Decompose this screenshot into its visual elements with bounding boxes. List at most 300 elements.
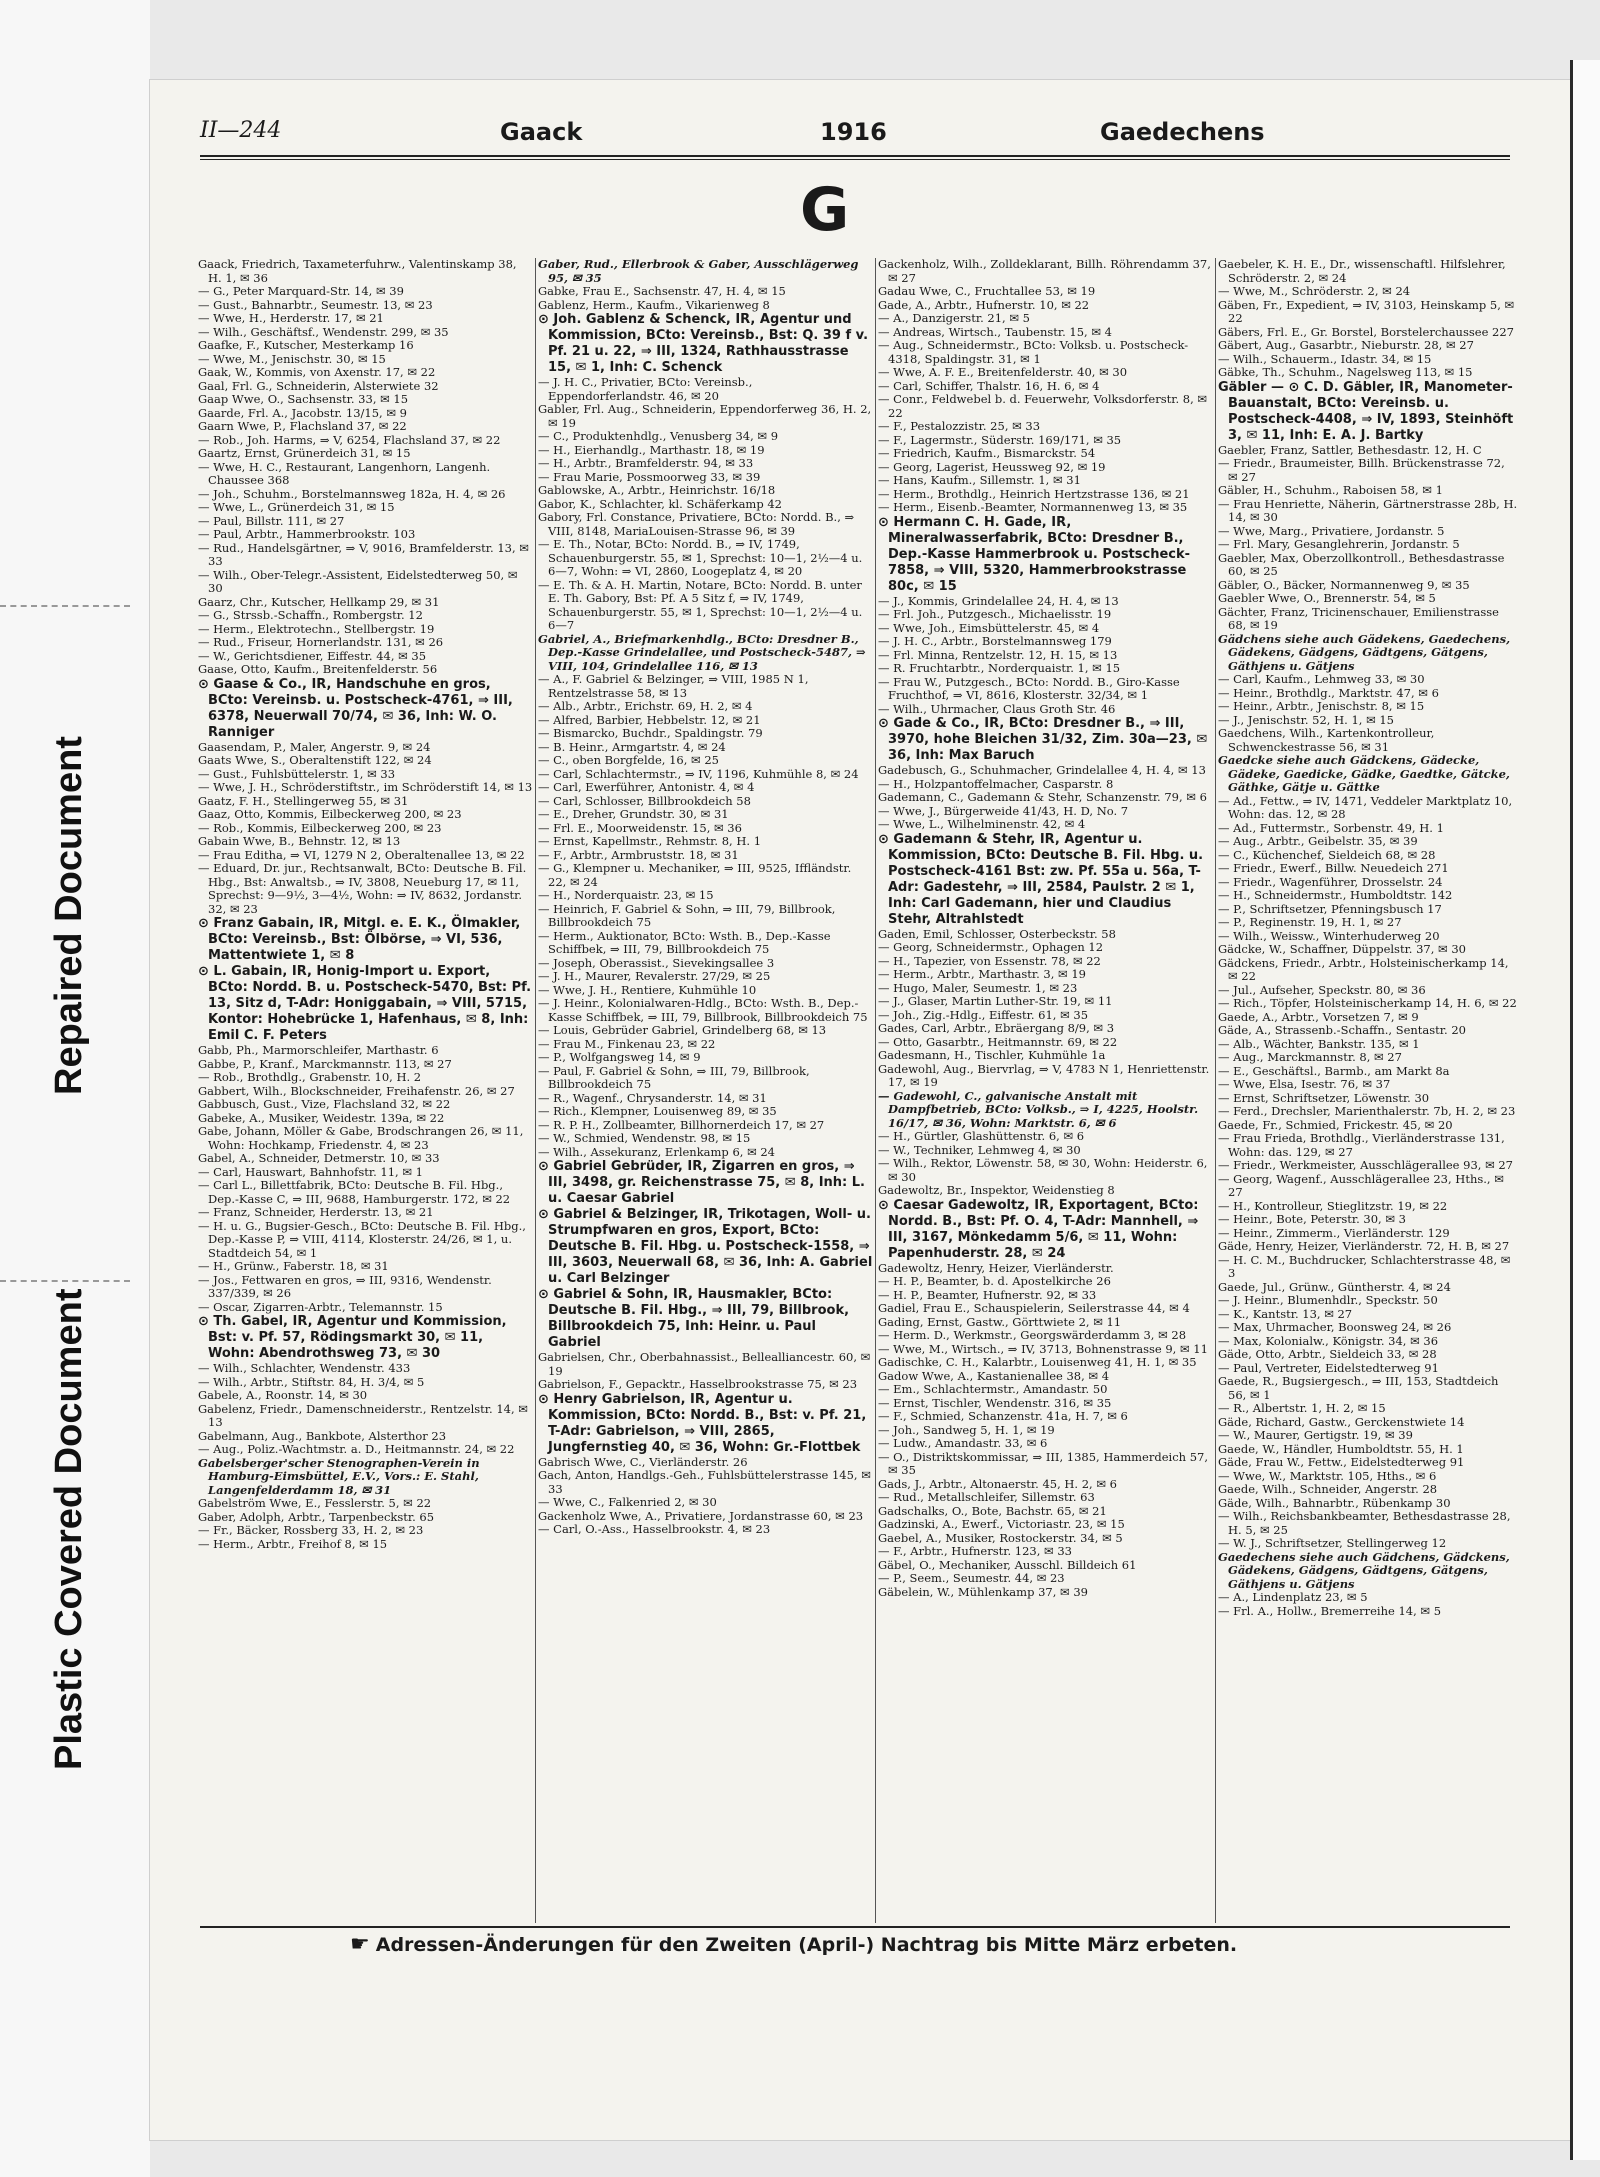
directory-entry: — Wwe, W., Marktstr. 105, Hths., ✉ 6 [1218,1468,1437,1483]
directory-entry: — Conr., Feldwebel b. d. Feuerwehr, Volksdorferstr. 8, ✉ 22 [878,392,1208,420]
directory-entry: — Max, Kolonialw., Königstr. 34, ✉ 36 [1218,1333,1439,1348]
directory-entry: Gädckens, Friedr., Arbtr., Holsteinischerkamp 14, ✉ 22 [1218,955,1509,983]
cut-line [0,1280,130,1282]
directory-entry: — Franz, Schneider, Herderstr. 13, ✉ 21 [198,1205,434,1219]
directory-entry: — H., Arbtr., Bramfelderstr. 94, ✉ 33 [538,456,754,470]
directory-entry: — F., Arbtr., Hufnerstr. 123, ✉ 33 [878,1544,1072,1558]
directory-entry: Gabele, A., Roonstr. 14, ✉ 30 [198,1388,368,1402]
directory-entry: — Wwe, Elsa, Isestr. 76, ✉ 37 [1218,1077,1391,1091]
directory-entry: — H. P., Beamter, b. d. Apostelkirche 26 [878,1274,1111,1288]
side-label-repaired: Repaired Document [48,736,90,1095]
directory-entry: Gaebler Wwe, O., Brennerstr. 54, ✉ 5 [1218,591,1436,605]
directory-entry: Gabory, Frl. Constance, Privatiere, BCto: Nordd. B., ⇒ VIII, 8148, MariaLouisen-Strasse 96, ✉ 39 [538,510,855,538]
directory-entry: — H. C. M., Buchdrucker, Schlachterstrasse 48, ✉ 3 [1218,1252,1511,1280]
directory-entry: — Ernst, Kapellmstr., Rehmstr. 8, H. 1 [538,834,762,848]
directory-entry: — Frau Henriette, Näherin, Gärtnerstrasse 28b, H. 14, ✉ 30 [1218,496,1518,524]
directory-entry: Gaede, Fr., Schmied, Frickestr. 45, ✉ 20 [1218,1117,1453,1132]
directory-entry: Gablowske, A., Arbtr., Heinrichstr. 16/18 [538,483,776,497]
directory-entry: Gabel, A., Schneider, Detmerstr. 10, ✉ 33 [198,1151,440,1165]
directory-entry: — Frl. A., Hollw., Bremerreihe 14, ✉ 5 [1218,1603,1442,1618]
directory-entry: — Georg, Lagerist, Heussweg 92, ✉ 19 [878,459,1106,474]
directory-entry: Gabbe, P., Kranf., Marckmannstr. 113, ✉ 27 [198,1056,452,1071]
directory-entry: — Jos., Fettwaren en gros, ⇒ III, 9316, Wendenstr. 337/339, ✉ 26 [198,1272,492,1300]
directory-entry: Gäbers, Frl. E., Gr. Borstel, Borstelerchaussee 227 [1218,324,1514,339]
entry-columns [198,258,1518,1923]
directory-entry: — W., Maurer, Gertigstr. 19, ✉ 39 [1218,1428,1413,1442]
directory-entry: — Friedr., Braumeister, Billh. Brückenstrasse 72, ✉ 27 [1218,456,1505,484]
directory-entry: — Aug., Marckmannstr. 8, ✉ 27 [1218,1050,1402,1064]
directory-entry: — H., Norderquaistr. 23, ✉ 15 [538,888,714,902]
pointing-hand-icon: ☛ [350,1932,370,1957]
directory-entry: — Wilh., Rektor, Löwenstr. 58, ✉ 30, Wohn: Heiderstr. 6, ✉ 30 [878,1156,1208,1184]
directory-entry: Gäde, Frau W., Fettw., Eidelstedterweg 91 [1218,1455,1465,1469]
directory-entry: — Rob., Brothdlg., Grabenstr. 10, H. 2 [198,1070,422,1084]
directory-entry: — J. H. C., Arbtr., Borstelmannsweg 179 [878,634,1112,648]
header-rule [200,159,1510,160]
directory-entry: — B. Heinr., Armgartstr. 4, ✉ 24 [538,739,726,754]
directory-entry: — W., Techniker, Lehmweg 4, ✉ 30 [878,1142,1081,1157]
directory-entry: Gaatz, F. H., Stellingerweg 55, ✉ 31 [198,793,409,808]
directory-entry: — H., Grünw., Faberstr. 18, ✉ 31 [198,1259,389,1273]
directory-entry: Gaartz, Ernst, Grünerdeich 31, ✉ 15 [198,446,411,460]
directory-entry: — Friedrich, Kaufm., Bismarckstr. 54 [878,446,1096,460]
directory-entry: Gabrisch Wwe, C., Vierländerstr. 26 [538,1454,748,1469]
directory-entry: — Frau Editha, ⇒ VI, 1279 N 2, Oberaltenallee 13, ✉ 22 [198,847,525,862]
directory-entry: — R. Fruchtarbtr., Norderquaistr. 1, ✉ 15 [878,661,1121,675]
directory-entry: — Andreas, Wirtsch., Taubenstr. 15, ✉ 4 [878,324,1112,339]
directory-entry: Gabbert, Wilh., Blockschneider, Freihafenstr. 26, ✉ 27 [198,1083,515,1098]
side-label-plastic: Plastic Covered Document [48,1288,90,1770]
directory-entry: — Paul, Billstr. 111, ✉ 27 [198,513,345,528]
header-rule [200,155,1510,157]
directory-entry: Gabbusch, Gust., Vize, Flachsland 32, ✉ 22 [198,1097,451,1111]
directory-entry: Gade, A., Arbtr., Hufnerstr. 10, ✉ 22 [878,297,1090,312]
directory-entry: — H., Tapezier, von Essenstr. 78, ✉ 22 [878,953,1101,968]
directory-entry: — Frl. Mary, Gesanglehrerin, Jordanstr. 5 [1218,537,1460,551]
header-last-word: Gaedechens [1100,118,1265,146]
directory-entry: Gadiel, Frau E., Schauspielerin, Seilerstrasse 44, ✉ 4 [878,1301,1190,1315]
directory-entry: — Otto, Gasarbtr., Heitmannstr. 69, ✉ 22 [878,1034,1118,1049]
directory-entry: — E. Th. & A. H. Martin, Notare, BCto: Nordd. B. unter E. Th. Gabory, Bst: Pf. A 5 Sitz f, ⇒ IV, 1749, Schauenburgerstr. 55, ✉ 1, Sprechst: 10—1, 2½—4 u. 6—7 [538,577,863,632]
directory-entry: — Heinrich, F. Gabriel & Sohn, ⇒ III, 79, Billbrook, Billbrookdeich 75 [538,901,836,929]
directory-entry: — Herm., Eisenb.-Beamter, Normannenweg 13, ✉ 35 [878,500,1188,514]
directory-entry: — R. P. H., Zollbeamter, Billhornerdeich 17, ✉ 27 [538,1117,825,1132]
column-3 [878,258,1213,1923]
directory-entry: Gäde, Otto, Arbtr., Sieldeich 33, ✉ 28 [1218,1347,1437,1361]
directory-entry: — Herm., Arbtr., Freihof 8, ✉ 15 [198,1536,388,1551]
directory-entry: ⊙ Gabriel & Belzinger, IR, Trikotagen, Woll- u. Strumpfwaren en gros, Export, BCto: Deutsche B. Fil. Hbg. u. Postscheck-1558, ⇒ III, 3603, Neuerwall 68, ✉ 36, Inh: A. Gabriel u. Carl Belzinger [538,1207,873,1286]
footer-notice [350,1932,1350,1957]
directory-entry: — Wilh., Geschäftsf., Wendenstr. 299, ✉ 35 [198,324,449,339]
column-divider [1215,258,1216,1923]
directory-entry: Gaap Wwe, O., Sachsenstr. 33, ✉ 15 [198,392,409,406]
directory-entry: — Bismarcko, Buchdr., Spaldingstr. 79 [538,726,763,740]
directory-entry: — Wilh., Reichsbankbeamter, Bethesdastrasse 28, H. 5, ✉ 25 [1218,1509,1511,1537]
directory-entry: — Wwe, J. H., Schröderstiftstr., im Schröderstift 14, ✉ 13 [198,780,533,794]
directory-entry: — Wilh., Assekuranz, Erlenkamp 6, ✉ 24 [538,1144,776,1159]
directory-entry: — J., Jenischstr. 52, H. 1, ✉ 15 [1218,712,1394,727]
directory-entry: — Carl L., Billettfabrik, BCto: Deutsche B. Fil. Hbg., Dep.-Kasse C, ⇒ III, 9688, Hamburgerstr. 172, ✉ 22 [198,1178,511,1206]
directory-entry: — Gust., Bahnarbtr., Seumestr. 13, ✉ 23 [198,297,433,312]
page-number: II—244 [200,118,282,143]
directory-entry: Gaedechens siehe auch Gädchens, Gädckens, Gädekens, Gädgens, Gädtgens, Gätgens, Gäthjens u. Gätjens [1218,1549,1510,1591]
directory-entry: Gaedchens, Wilh., Kartenkontrolleur, Schwenckestrasse 56, ✉ 31 [1218,726,1435,754]
directory-entry: — J. H. C., Privatier, BCto: Vereinsb., Eppendorferlandstr. 46, ✉ 20 [538,375,753,403]
directory-entry: — Oscar, Zigarren-Arbtr., Telemannstr. 15 [198,1299,443,1314]
directory-entry: Gadau Wwe, C., Fruchtallee 53, ✉ 19 [878,284,1096,298]
directory-entry: Gaats Wwe, S., Oberaltenstift 122, ✉ 24 [198,753,432,767]
directory-entry: Gaaz, Otto, Kommis, Eilbeckerweg 200, ✉ 23 [198,807,462,821]
directory-entry: — J. H., Maurer, Revalerstr. 27/29, ✉ 25 [538,969,771,983]
directory-entry: Gaede, Jul., Grünw., Güntherstr. 4, ✉ 24 [1218,1279,1451,1294]
directory-entry: — Carl, O.-Ass., Hasselbrookstr. 4, ✉ 23 [538,1522,771,1536]
directory-entry: — Ludw., Amandastr. 33, ✉ 6 [878,1436,1048,1450]
directory-entry: — Wwe, M., Schröderstr. 2, ✉ 24 [1218,284,1411,298]
column-divider [535,258,536,1923]
directory-entry: — Frau M., Finkenau 23, ✉ 22 [538,1036,716,1051]
directory-entry: Gächter, Franz, Tricinenschauer, Emilienstrasse 68, ✉ 19 [1218,604,1499,632]
page-header [200,118,1510,154]
directory-entry: Gades, Carl, Arbtr., Ebräergang 8/9, ✉ 3 [878,1021,1115,1035]
directory-entry: — Heinr., Zimmerm., Vierländerstr. 129 [1218,1225,1450,1240]
directory-entry: — C., Produktenhdlg., Venusberg 34, ✉ 9 [538,429,779,443]
directory-entry: Gabelmann, Aug., Bankbote, Alsterthor 23 [198,1428,447,1443]
directory-entry: — G., Peter Marquard-Str. 14, ✉ 39 [198,284,404,298]
directory-entry: Gädcke, W., Schaffner, Düppelstr. 37, ✉ 30 [1218,942,1466,956]
directory-entry: — Wilh., Uhrmacher, Claus Groth Str. 46 [878,701,1116,716]
directory-entry: — J., Glaser, Martin Luther-Str. 19, ✉ 11 [878,994,1113,1008]
directory-entry: — E., Geschäftsl., Barmb., am Markt 8a [1218,1063,1450,1078]
directory-entry: — Heinr., Arbtr., Jenischstr. 8, ✉ 15 [1218,699,1425,713]
directory-entry: — Frl. Joh., Putzgesch., Michaelisstr. 19 [878,607,1112,621]
directory-entry: Gadschalks, O., Bote, Bachstr. 65, ✉ 21 [878,1503,1107,1518]
directory-entry: — H., Schneidermstr., Humboldtstr. 142 [1218,888,1453,902]
column-4 [1218,258,1518,1923]
directory-entry: Gabb, Ph., Marmorschleifer, Marthastr. 6 [198,1043,439,1057]
directory-entry: — H., Holzpantoffelmacher, Casparstr. 8 [878,776,1114,791]
directory-entry: — Frl. Minna, Rentzelstr. 12, H. 15, ✉ 13 [878,647,1118,662]
directory-entry: — Ferd., Drechsler, Marienthalerstr. 7b, H. 2, ✉ 23 [1218,1104,1516,1118]
directory-entry: — Gadewohl, C., galvanische Anstalt mit Dampfbetrieb, BCto: Volksb., ⇒ I, 4225, Hoolstr. 16/17, ✉ 36, Wohn: Marktstr. 6, ✉ 6 [878,1088,1199,1130]
directory-entry: Gaebel, A., Musiker, Rostockerstr. 34, ✉ 5 [878,1530,1123,1545]
directory-entry: — Heinr., Bote, Peterstr. 30, ✉ 3 [1218,1212,1406,1226]
column-divider [875,258,876,1923]
directory-entry: — Georg, Wagenf., Ausschlägerallee 23, Hths., ✉ 27 [1218,1171,1504,1199]
directory-entry: — R., Wagenf., Chrysanderstr. 14, ✉ 31 [538,1090,767,1105]
directory-entry: Gadzinski, A., Ewerf., Victoriastr. 23, ✉ 15 [878,1517,1125,1531]
directory-entry: — Wwe, M., Jenischstr. 30, ✉ 15 [198,351,386,366]
directory-entry: — J. Heinr., Blumenhdlr., Speckstr. 50 [1218,1293,1438,1307]
directory-entry: — Alb., Wächter, Bankstr. 135, ✉ 1 [1218,1036,1420,1051]
directory-entry: — Wwe, H. C., Restaurant, Langenhorn, Langenh. Chaussee 368 [198,459,491,487]
directory-entry: Gäbler, O., Bäcker, Normannenweg 9, ✉ 35 [1218,577,1470,592]
directory-entry: ⊙ Gade & Co., IR, BCto: Dresdner B., ⇒ III, 3970, hohe Bleichen 31/32, Zim. 30a—23, ✉ 36, Inh: Max Baruch [878,716,1208,763]
directory-entry: — Ad., Fettw., ⇒ IV, 1471, Veddeler Marktplatz 10, Wohn: das. 12, ✉ 28 [1218,793,1513,821]
directory-entry: — Carl, Kaufm., Lehmweg 33, ✉ 30 [1218,672,1425,686]
directory-entry: Gäbke, Th., Schuhm., Nagelsweg 113, ✉ 15 [1218,365,1473,379]
directory-entry: Gaarn Wwe, P., Flachsland 37, ✉ 22 [198,419,407,433]
directory-entry: — Carl, Schlachtermstr., ⇒ IV, 1196, Kuhmühle 8, ✉ 24 [538,766,859,781]
directory-entry: — Rob., Joh. Harms, ⇒ V, 6254, Flachsland 37, ✉ 22 [198,432,501,447]
directory-entry: Gadewoltz, Henry, Heizer, Vierländerstr. [878,1260,1114,1275]
directory-entry: Gaebeler, K. H. E., Dr., wissenschaftl. Hilfslehrer, Schröderstr. 2, ✉ 24 [1218,258,1506,285]
directory-entry: Gaden, Emil, Schlosser, Osterbeckstr. 58 [878,926,1116,941]
directory-entry: — Friedr., Ewerf., Billw. Neuedeich 271 [1218,861,1449,875]
directory-entry: Gablenz, Herm., Kaufm., Vikarienweg 8 [538,297,770,312]
directory-entry: ⊙ Caesar Gadewoltz, IR, Exportagent, BCto: Nordd. B., Bst: Pf. O. 4, T-Adr: Mannhell, ⇒ III, 3167, Mönkedamm 5/6, ✉ 11, Wohn: Papenhuderstr. 28, ✉ 24 [878,1197,1199,1261]
directory-entry: — Wwe, Marg., Privatiere, Jordanstr. 5 [1218,523,1445,538]
directory-entry: — Max, Uhrmacher, Boonsweg 24, ✉ 26 [1218,1320,1452,1334]
directory-entry: Gaal, Frl. G., Schneiderin, Alsterwiete 32 [198,378,439,393]
directory-entry: — Eduard, Dr. jur., Rechtsanwalt, BCto: Deutsche B. Fil. Hbg., Bst: Anwaltsb., ⇒ IV, 3808, Neueburg 17, ✉ 11, Sprechst: 9—9½, 3—4½, Wohn: ⇒ IV, 8632, Jordanstr. 32, ✉ 23 [198,861,527,916]
directory-entry: — C., Küchenchef, Sieldeich 68, ✉ 28 [1218,847,1436,862]
directory-entry: Gaafke, F., Kutscher, Mesterkamp 16 [198,338,414,352]
directory-entry: — Frau W., Putzgesch., BCto: Nordd. B., Giro-Kasse Fruchthof, ⇒ VI, 8616, Klosterstr. 32/34, ✉ 1 [878,674,1180,702]
directory-entry: — Herm. D., Werkmstr., Georgswärderdamm 3, ✉ 28 [878,1328,1187,1342]
directory-entry: — Hugo, Maler, Seumestr. 1, ✉ 23 [878,980,1078,995]
directory-entry: Gabor, K., Schlachter, kl. Schäferkamp 42 [538,496,782,511]
directory-entry: — H. P., Beamter, Hufnerstr. 92, ✉ 33 [878,1287,1097,1302]
directory-entry: Gabriel, A., Briefmarkenhdlg., BCto: Dresdner B., Dep.-Kasse Grindelallee, und Postscheck-5487, ⇒ VIII, 104, Grindelallee 116, ✉ 13 [538,631,866,673]
directory-entry: — Wwe, J. H., Rentiere, Kuhmühle 10 [538,982,757,997]
directory-entry: — Jul., Aufseher, Speckstr. 80, ✉ 36 [1218,982,1426,997]
directory-entry: — A., Lindenplatz 23, ✉ 5 [1218,1590,1368,1604]
directory-entry: — Frau Frieda, Brothdlg., Vierländerstrasse 131, Wohn: das. 129, ✉ 27 [1218,1131,1505,1159]
directory-entry: ⊙ Joh. Gablenz & Schenck, IR, Agentur und Kommission, BCto: Vereinsb., Bst: Q. 39 f v. Pf. 21 u. 22, ⇒ III, 1324, Rathhausstrasse 15, ✉ 1, Inh: C. Schenck [538,312,869,375]
directory-entry: — Wwe, H., Herderstr. 17, ✉ 21 [198,311,384,325]
directory-entry: Gaede, W., Händler, Humboldtstr. 55, H. 1 [1218,1441,1464,1456]
directory-entry: ⊙ Gademann & Stehr, IR, Agentur u. Kommission, BCto: Deutsche B. Fil. Hbg. u. Postscheck-4161 Bst: zw. Pf. 55a u. 56a, T-Adr: Gadestehr, ⇒ III, 2584, Paulstr. 2 ✉ 1, Inh: Carl Gademann, hier und Claudius Stehr, Altrahlstedt [878,831,1204,927]
directory-entry: Gaedcke siehe auch Gädckens, Gädecke, Gädeke, Gaedicke, Gädke, Gaedtke, Gätcke, Gäthke, Gätje u. Gättke [1218,753,1510,794]
directory-entry: Gabelström Wwe, E., Fesslerstr. 5, ✉ 22 [198,1496,432,1510]
directory-entry: ⊙ Th. Gabel, IR, Agentur und Kommission, Bst: v. Pf. 57, Rödingsmarkt 30, ✉ 11, Wohn: Abendrothsweg 73, ✉ 30 [198,1314,507,1361]
directory-entry: Gabe, Johann, Möller & Gabe, Brodschrangen 26, ✉ 11, Wohn: Hochkamp, Friedenstr. 4, ✉ 23 [198,1124,524,1152]
directory-entry: Gading, Ernst, Gastw., Görttwiete 2, ✉ 11 [878,1314,1122,1329]
binder-strip [0,0,150,2177]
directory-entry: Gaede, A., Arbtr., Vorsetzen 7, ✉ 9 [1218,1009,1419,1024]
directory-entry: Gackenholz Wwe, A., Privatiere, Jordanstrasse 60, ✉ 23 [538,1508,864,1523]
directory-entry: — A., F. Gabriel & Belzinger, ⇒ VIII, 1985 N 1, Rentzelstrasse 58, ✉ 13 [538,672,809,700]
directory-entry: — R., Albertstr. 1, H. 2, ✉ 15 [1218,1401,1386,1415]
directory-entry: — H., Gürtler, Glashüttenstr. 6, ✉ 6 [878,1129,1085,1143]
directory-entry: ⊙ Gaase & Co., IR, Handschuhe en gros, BCto: Vereinsb. u. Postscheck-4761, ⇒ III, 6378, Neuerwall 70/74, ✉ 36, Inh: W. O. Ranniger [198,676,513,740]
directory-entry: Gabelsberger'scher Stenographen-Verein in Hamburg-Eimsbüttel, E.V., Vors.: E. Stahl, Langenfelderdamm 18, ✉ 31 [198,1455,480,1497]
directory-entry: — Rud., Friseur, Hornerlandstr. 131, ✉ 26 [198,635,444,649]
directory-entry: — F., Schmied, Schanzenstr. 41a, H. 7, ✉ 6 [878,1409,1128,1423]
directory-entry: Gabler, Frl. Aug., Schneiderin, Eppendorferweg 36, H. 2, ✉ 19 [538,402,872,430]
directory-entry: Gaber, Adolph, Arbtr., Tarpenbeckstr. 65 [198,1509,435,1524]
directory-entry: — Herm., Brothdlg., Heinrich Hertzstrasse 136, ✉ 21 [878,486,1190,501]
directory-entry: — Gust., Fuhlsbüttelerstr. 1, ✉ 33 [198,766,396,781]
directory-entry: Gaber, Rud., Ellerbrook & Gaber, Ausschlägerweg 95, ✉ 35 [538,258,859,285]
directory-entry: — Friedr., Wagenführer, Drosselstr. 24 [1218,874,1443,889]
directory-entry: Gäbler, H., Schuhm., Raboisen 58, ✉ 1 [1218,483,1443,497]
directory-entry: — Joseph, Oberassist., Sievekingsallee 3 [538,955,775,970]
directory-entry: — Friedr., Werkmeister, Ausschlägerallee 93, ✉ 27 [1218,1158,1514,1172]
directory-entry: — Wwe, M., Wirtsch., ⇒ IV, 3713, Bohnenstrasse 9, ✉ 11 [878,1341,1208,1356]
directory-entry: Gadewoltz, Br., Inspektor, Weidenstieg 8 [878,1183,1115,1197]
directory-entry: — Alb., Arbtr., Erichstr. 69, H. 2, ✉ 4 [538,699,753,713]
directory-entry: — W., Gerichtsdiener, Eiffestr. 44, ✉ 35 [198,648,427,663]
directory-entry: — F., Lagermstr., Süderstr. 169/171, ✉ 35 [878,432,1122,447]
directory-entry: Gademann, C., Gademann & Stehr, Schanzenstr. 79, ✉ 6 [878,790,1207,804]
directory-entry: — C., oben Borgfelde, 16, ✉ 25 [538,753,719,767]
column-2 [538,258,873,1923]
directory-entry: — P., Wolfgangsweg 14, ✉ 9 [538,1050,701,1064]
directory-entry: — A., Danzigerstr. 21, ✉ 5 [878,311,1030,325]
directory-entry: — P., Schriftsetzer, Pfenningsbusch 17 [1218,901,1442,916]
directory-entry: — Paul, Vertreter, Eidelstedterweg 91 [1218,1360,1439,1375]
page-edge [1570,60,1600,2160]
directory-entry: — Fr., Bäcker, Rossberg 33, H. 2, ✉ 23 [198,1523,424,1537]
directory-entry: Gadischke, C. H., Kalarbtr., Louisenweg 41, H. 1, ✉ 35 [878,1355,1197,1369]
directory-entry: Gaebler, Max, Oberzollkontroll., Bethesdastrasse 60, ✉ 25 [1218,550,1505,578]
directory-entry: Gabrielson, F., Gepacktr., Hasselbrookstrasse 75, ✉ 23 [538,1377,858,1391]
directory-entry: — Hans, Kaufm., Sillemstr. 1, ✉ 31 [878,473,1081,487]
directory-entry: — Georg, Schneidermstr., Ophagen 12 [878,940,1104,954]
directory-entry: — Joh., Schuhm., Borstelmannsweg 182a, H. 4, ✉ 26 [198,486,506,501]
header-year: 1916 [820,118,887,146]
directory-entry: ⊙ Hermann C. H. Gade, IR, Mineralwasserfabrik, BCto: Dresdner B., Dep.-Kasse Hammerbrook u. Postscheck-7858, ⇒ VIII, 5320, Hammerbrookstrasse 80c, ✉ 15 [878,514,1191,594]
directory-entry: Gaede, Wilh., Schneider, Angerstr. 28 [1218,1482,1438,1496]
directory-entry: Gaebler, Franz, Sattler, Bethesdastr. 12, H. C [1218,442,1482,457]
directory-entry: — Wwe, L., Grünerdeich 31, ✉ 15 [198,500,395,514]
directory-entry: Gabeke, A., Musiker, Weidestr. 139a, ✉ 22 [198,1110,445,1125]
directory-entry: Gadesmann, H., Tischler, Kuhmühle 1a [878,1048,1106,1062]
directory-entry: Gads, J., Arbtr., Altonaerstr. 45, H. 2, ✉ 6 [878,1476,1117,1491]
directory-entry: Gaack, Friedrich, Taxameterfuhrw., Valentinskamp 38, H. 1, ✉ 36 [198,258,517,285]
directory-entry: — Wwe, A. F. E., Breitenfelderstr. 40, ✉ 30 [878,365,1128,379]
directory-entry: Gäbler — ⊙ C. D. Gäbler, IR, Manometer-Bauanstalt, BCto: Vereinsb. u. Postscheck-4408, ⇒ IV, 1893, Steinhöft 3, ✉ 11, Inh: E. A. J. Bartky [1218,379,1514,443]
directory-entry: — Wwe, L., Wilhelminenstr. 42, ✉ 4 [878,817,1086,831]
directory-entry: — O., Distriktskommissar, ⇒ III, 1385, Hammerdeich 57, ✉ 35 [878,1449,1208,1477]
directory-entry: — Wilh., Schlachter, Wendenstr. 433 [198,1361,411,1375]
directory-entry: — Herm., Arbtr., Marthastr. 3, ✉ 19 [878,967,1086,981]
directory-entry: Gadewohl, Aug., Biervrlag, ⇒ V, 4783 N 1, Henriettenstr. 17, ✉ 19 [878,1061,1210,1089]
directory-entry: Gabain Wwe, B., Behnstr. 12, ✉ 13 [198,834,401,848]
header-first-word: Gaack [500,118,583,146]
directory-entry: — H. u. G., Bugsier-Gesch., BCto: Deutsche B. Fil. Hbg., Dep.-Kasse P, ⇒ VIII, 4114, Klosterstr. 24/26, ✉ 1, u. Stadtdeich 54, ✉ 1 [198,1218,526,1260]
directory-entry: — Em., Schlachtermstr., Amandastr. 50 [878,1382,1108,1396]
directory-entry: — W. J., Schriftsetzer, Stellingerweg 12 [1218,1536,1447,1550]
directory-entry: Gackenholz, Wilh., Zolldeklarant, Billh. Röhrendamm 37, ✉ 27 [878,258,1211,285]
footer-text: Adressen-Änderungen für den Zweiten (April-) Nachtrag bis Mitte März erbeten. [375,1934,1238,1956]
directory-entry: — Aug., Schneidermstr., BCto: Volksb. u. Postscheck-4318, Spaldingstr. 31, ✉ 1 [878,338,1189,366]
directory-entry: — Carl, Ewerführer, Antonistr. 4, ✉ 4 [538,780,755,794]
footer-rule [200,1926,1510,1928]
directory-entry: — Ernst, Tischler, Wendenstr. 316, ✉ 35 [878,1395,1112,1410]
directory-entry: ⊙ Henry Gabrielson, IR, Agentur u. Kommission, BCto: Nordd. B., Bst: v. Pf. 21, T-Adr: Gabrielson, ⇒ VIII, 2865, Jungfernstieg 40, ✉ 36, Wohn: Gr.-Flottbek [538,1391,867,1455]
directory-entry: Gabke, Frau E., Sachsenstr. 47, H. 4, ✉ 15 [538,284,786,298]
directory-entry: — Wilh., Arbtr., Stiftstr. 84, H. 3/4, ✉ 5 [198,1374,425,1389]
directory-entry: — E. Th., Notar, BCto: Nordd. B., ⇒ IV, 1749, Schauenburgerstr. 55, ✉ 1, Sprechst: 10—1, 2½—4 u. 6—7, Wohn: ⇒ VI, 2860, Loogeplatz 4, ✉ 20 [538,537,863,578]
directory-entry: — G., Klempner u. Mechaniker, ⇒ III, 9525, Iffländstr. 22, ✉ 24 [538,861,852,889]
directory-entry: — G., Strssb.-Schaffn., Rombergstr. 12 [198,608,423,622]
directory-entry: Gaede, R., Bugsiergesch., ⇒ III, 153, Stadtdeich 56, ✉ 1 [1218,1374,1499,1402]
directory-entry: — Aug., Poliz.-Wachtmstr. a. D., Heitmannstr. 24, ✉ 22 [198,1442,515,1456]
directory-entry: Gäde, Henry, Heizer, Vierländerstr. 72, H. B, ✉ 27 [1218,1239,1510,1253]
directory-entry: — H., Eierhandlg., Marthastr. 18, ✉ 19 [538,442,765,457]
directory-entry: — Wilh., Schauerm., Idastr. 34, ✉ 15 [1218,351,1432,366]
directory-entry: — F., Arbtr., Armbruststr. 18, ✉ 31 [538,847,739,862]
directory-entry: — P., Seem., Seumestr. 44, ✉ 23 [878,1571,1065,1585]
directory-entry: — Wilh., Ober-Telegr.-Assistent, Eidelstedterweg 50, ✉ 30 [198,567,518,595]
directory-entry: — Rud., Handelsgärtner, ⇒ V, 9016, Bramfelderstr. 13, ✉ 33 [198,540,529,568]
directory-entry: Gäben, Fr., Expedient, ⇒ IV, 3103, Heinskamp 5, ✉ 22 [1218,297,1515,325]
directory-entry: Gäde, Richard, Gastw., Gerckenstwiete 14 [1218,1414,1465,1429]
directory-entry: — Wwe, J., Bürgerweide 41/43, H. D, No. 7 [878,803,1129,818]
directory-entry: — Frl. E., Moorweidenstr. 15, ✉ 36 [538,820,742,835]
directory-entry: — Herm., Elektrotechn., Stellbergstr. 19 [198,621,435,636]
directory-entry: — Wwe, Joh., Eimsbüttelerstr. 45, ✉ 4 [878,620,1100,635]
directory-entry: — Herm., Auktionator, BCto: Wsth. B., Dep.-Kasse Schiffbek, ⇒ III, 79, Billbrookdeich 75 [538,928,831,956]
directory-entry: ⊙ Gabriel Gebrüder, IR, Zigarren en gros, ⇒ III, 3498, gr. Reichenstrasse 75, ✉ 8, Inh: L. u. Caesar Gabriel [538,1159,865,1206]
directory-entry: — Rich., Klempner, Louisenweg 89, ✉ 35 [538,1104,777,1118]
directory-entry: Gadow Wwe, A., Kastanienallee 38, ✉ 4 [878,1368,1110,1383]
directory-entry: ⊙ Franz Gabain, IR, Mitgl. e. E. K., Ölmakler, BCto: Vereinsb., Bst: Ölbörse, ⇒ VI, 536, Mattentwiete 1, ✉ 8 [198,916,521,963]
directory-entry: Gadebusch, G., Schuhmacher, Grindelallee 4, H. 4, ✉ 13 [878,763,1206,777]
directory-entry: — F., Pestalozzistr. 25, ✉ 33 [878,419,1041,433]
directory-entry: — W., Schmied, Wendenstr. 98, ✉ 15 [538,1131,751,1145]
directory-entry: ⊙ L. Gabain, IR, Honig-Import u. Export, BCto: Nordd. B. u. Postscheck-5470, Bst: Pf. 13, Sitz d, T-Adr: Honiggabain, ⇒ VIII, 5715, Kontor: Hohebrücke 1, Hafenhaus, ✉ 8, Inh: Emil C. F. Peters [198,964,532,1043]
directory-entry: — Rud., Metallschleifer, Sillemstr. 63 [878,1490,1095,1504]
directory-entry: Gäde, A., Strassenb.-Schaffn., Sentastr. 20 [1218,1023,1466,1037]
directory-entry: — Alfred, Barbier, Hebbelstr. 12, ✉ 21 [538,712,761,727]
directory-entry: Gädchens siehe auch Gädekens, Gaedechens, Gädekens, Gädgens, Gädtgens, Gätgens, Gäthjens u. Gätjens [1218,631,1511,673]
directory-entry: Gäbel, O., Mechaniker, Ausschl. Billdeich 61 [878,1557,1137,1572]
directory-entry: Gäbert, Aug., Gasarbtr., Nieburstr. 28, ✉ 27 [1218,338,1474,352]
section-letter: G [800,175,850,245]
directory-entry: — Paul, Arbtr., Hammerbrookstr. 103 [198,527,416,541]
directory-entry: — Frau Marie, Possmoorweg 33, ✉ 39 [538,469,761,484]
directory-entry: — Wilh., Weissw., Winterhuderweg 20 [1218,928,1440,943]
directory-entry: — Carl, Schiffer, Thalstr. 16, H. 6, ✉ 4 [878,378,1100,393]
directory-entry: — Louis, Gebrüder Gabriel, Grindelberg 68, ✉ 13 [538,1023,827,1037]
directory-entry: — J., Kommis, Grindelallee 24, H. 4, ✉ 13 [878,593,1119,608]
directory-entry: — Wwe, C., Falkenried 2, ✉ 30 [538,1495,717,1509]
directory-entry: — Carl, Schlosser, Billbrookdeich 58 [538,793,751,808]
directory-entry: — E., Dreher, Grundstr. 30, ✉ 31 [538,807,729,821]
directory-entry: — H., Kontrolleur, Stieglitzstr. 19, ✉ 22 [1218,1198,1448,1213]
directory-entry: Gäde, Wilh., Bahnarbtr., Rübenkamp 30 [1218,1495,1451,1510]
directory-entry: Gaarz, Chr., Kutscher, Hellkamp 29, ✉ 31 [198,594,440,609]
directory-entry: — Ernst, Schriftsetzer, Löwenstr. 30 [1218,1090,1430,1105]
directory-entry: — P., Reginenstr. 19, H. 1, ✉ 27 [1218,915,1402,929]
column-1 [198,258,533,1923]
directory-entry: — Heinr., Brothdlg., Marktstr. 47, ✉ 6 [1218,685,1439,700]
directory-entry: — K., Kantstr. 13, ✉ 27 [1218,1306,1353,1321]
directory-entry: — Carl, Hauswart, Bahnhofstr. 11, ✉ 1 [198,1164,423,1179]
directory-entry: — Rob., Kommis, Eilbeckerweg 200, ✉ 23 [198,820,442,835]
directory-entry: — Joh., Sandweg 5, H. 1, ✉ 19 [878,1422,1055,1437]
directory-entry: Gaasendam, P., Maler, Angerstr. 9, ✉ 24 [198,739,431,754]
directory-entry: — Paul, F. Gabriel & Sohn, ⇒ III, 79, Billbrook, Billbrookdeich 75 [538,1063,810,1091]
directory-entry: ⊙ Gabriel & Sohn, IR, Hausmakler, BCto: Deutsche B. Fil. Hbg., ⇒ III, 79, Billbrook, Billbrookdeich 75, Inh: Heinr. u. Paul Gabriel [538,1287,850,1350]
cut-line [0,605,130,607]
directory-entry: — Aug., Arbtr., Geibelstr. 35, ✉ 39 [1218,834,1418,848]
directory-entry: Gaarde, Frl. A., Jacobstr. 13/15, ✉ 9 [198,405,407,420]
directory-entry: Gabrielsen, Chr., Oberbahnassist., Bellealliancestr. 60, ✉ 19 [538,1350,871,1378]
directory-entry: Gaak, W., Kommis, von Axenstr. 17, ✉ 22 [198,365,436,379]
directory-entry: — J. Heinr., Kolonialwaren-Hdlg., BCto: Wsth. B., Dep.-Kasse Schiffbek, ⇒ III, 79, Billbrook, Billbrookdeich 75 [538,996,868,1024]
directory-entry: Gach, Anton, Handlgs.-Geh., Fuhlsbüttelerstrasse 145, ✉ 33 [538,1468,871,1496]
directory-entry: — Joh., Zig.-Hdlg., Eiffestr. 61, ✉ 35 [878,1007,1089,1022]
directory-entry: — Ad., Futtermstr., Sorbenstr. 49, H. 1 [1218,820,1444,835]
directory-entry: — Rich., Töpfer, Holsteinischerkamp 14, H. 6, ✉ 22 [1218,996,1517,1010]
directory-entry: Gabelenz, Friedr., Damenschneiderstr., Rentzelstr. 14, ✉ 13 [198,1401,528,1429]
directory-entry: Gaase, Otto, Kaufm., Breitenfelderstr. 56 [198,662,438,676]
directory-entry: Gäbelein, W., Mühlenkamp 37, ✉ 39 [878,1584,1088,1599]
